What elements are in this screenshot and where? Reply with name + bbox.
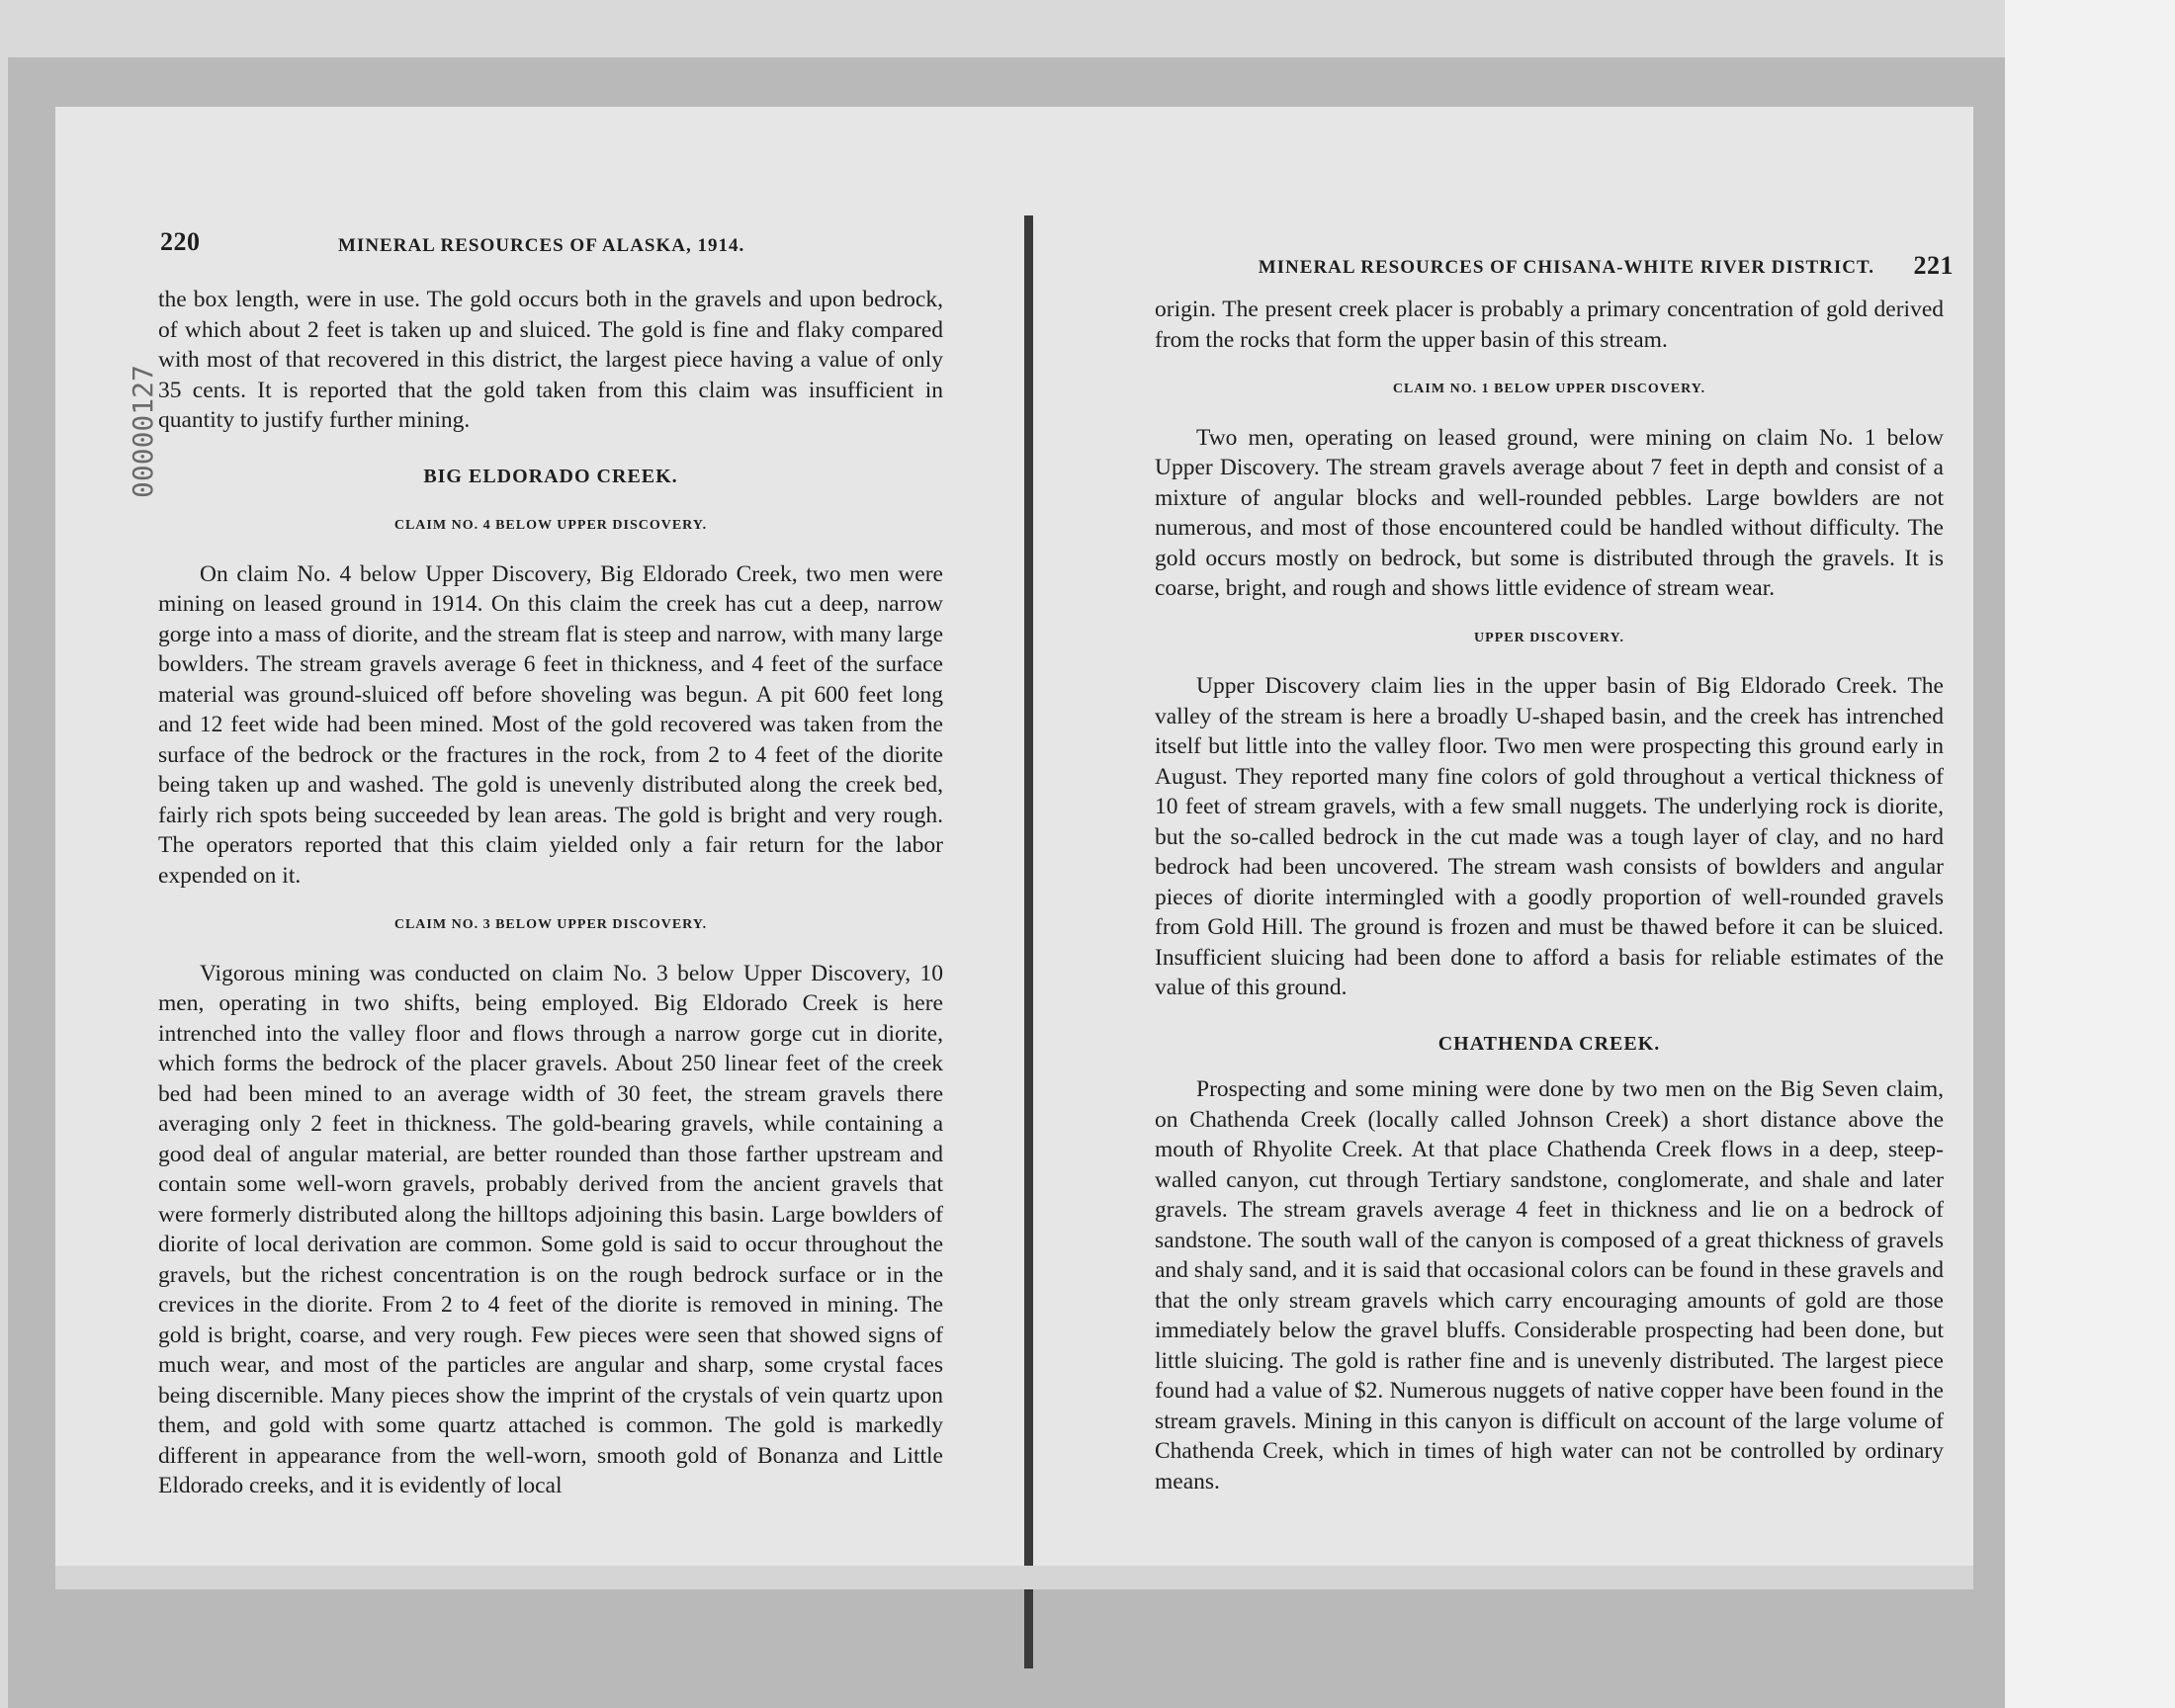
section-heading: BIG ELDORADO CREEK. — [423, 465, 678, 487]
right-page — [1143, 107, 1954, 1589]
left-page — [140, 107, 951, 1589]
right-running-head — [1143, 251, 1954, 291]
subsection-heading: UPPER DISCOVERY. — [1474, 630, 1624, 645]
left-running-head — [140, 227, 951, 267]
subsection-heading: CLAIM NO. 4 BELOW UPPER DISCOVERY. — [393, 518, 708, 533]
subsection-heading: CLAIM NO. 3 BELOW UPPER DISCOVERY. — [393, 917, 708, 932]
section-heading: CHATHENDA CREEK. — [1437, 1032, 1661, 1055]
paragraph: Two men, operating on leased ground, were mining on claim No. 1 below Upper Discovery. The stream gravels average about 7 feet in depth and consist of a mixture of angular blocks and well-rounded pebbles. Large bowlders are not numerous, and most of those encountered could be handled without difficulty. The gold occurs mostly on bedrock, but some is distributed through the gravels. It is coarse, bright, and rough and shows little evidence of stream wear. — [1155, 424, 1944, 601]
page-bottom-edge — [55, 1566, 1973, 1589]
page-number: 221 — [1913, 251, 1954, 280]
page-number: 220 — [160, 227, 201, 256]
subsection-heading: CLAIM NO. 1 BELOW UPPER DISCOVERY. — [1392, 382, 1706, 396]
running-title: MINERAL RESOURCES OF ALASKA, 1914. — [338, 235, 745, 256]
archive-stamp: 00000127 — [127, 365, 159, 498]
book-spread — [55, 107, 1973, 1589]
paragraph: On claim No. 4 below Upper Discovery, Big Eldorado Creek, two men were mining on leased ground in 1914. On this claim the creek has cut a deep, narrow gorge into a mass of diorite, and the stream flat is steep and narrow, with many large bowlders. The stream gravels average 6 feet in thickness, and 4 feet of the surface material was ground-sluiced off before shoveling was begun. A pit 600 feet long and 12 feet wide had been mined. Most of the gold recovered was taken from the surface of the bedrock or the fractures in the rock, from 2 to 4 feet of the diorite being taken up and washed. The gold is unevenly distributed along the creek bed, fairly rich spots being succeeded by lean areas. The gold is bright and very rough. The operators reported that this claim yielded only a fair return for the labor expended on it. — [158, 560, 943, 889]
paragraph: Vigorous mining was conducted on claim No. 3 below Upper Discovery, 10 men, operating in two shifts, being employed. Big Eldorado Creek is here intrenched into the valley floor and flows through a narrow gorge cut in diorite, which forms the bedrock of the placer gravels. About 250 linear feet of the creek bed had been mined to an average width of 30 feet, the stream gravels there averaging only 2 feet in thickness. The gold-bearing gravels, while containing a good deal of angular material, are better rounded than those farther upstream and contain some well-worn gravels, probably derived from the ancient gravels that were formerly distributed along the hilltops adjoining this basin. Large bowlders of diorite of local derivation are common. Some gold is said to occur throughout the gravels, but the richest concentration is on the rough bedrock surface or in the crevices in the diorite. From 2 to 4 feet of the diorite is removed in mining. The gold is bright, coarse, and very rough. Few pieces were seen that showed signs of much wear, and most of the particles are angular and sharp, some crystal faces being discernible. Many pieces show the imprint of the crystals of vein quartz upon them, and gold with some quartz attached is common. The gold is markedly different in appearance from the well-worn, smooth gold of Bonanza and Little Eldorado creeks, and it is evidently of local — [158, 960, 943, 1498]
right-page-text — [1155, 295, 1944, 1496]
paragraph: Prospecting and some mining were done by two men on the Big Seven claim, on Chathenda Creek (locally called Johnson Creek) a short distance above the mouth of Rhyolite Creek. At that place Chathenda Creek flows in a deep, steep-walled canyon, cut through Tertiary sandstone, conglomerate, and shale and later gravels. The stream gravels average 4 feet in thickness and lie on a bedrock of sandstone. The south wall of the canyon is composed of a great thickness of gravels and shaly sand, and it is said that occasional colors can be found in these gravels and that the only stream gravels which carry encouraging amounts of gold are those immediately below the gravel bluffs. Considerable prospecting had been done, but little sluicing. The gold is rather fine and is unevenly distributed. The largest piece found had a value of $2. Numerous nuggets of native copper have been found in the stream gravels. Mining in this canyon is difficult on account of the large volume of Chathenda Creek, which in times of high water can not be controlled by ordinary means. — [1155, 1076, 1944, 1494]
paragraph: the box length, were in use. The gold occurs both in the gravels and upon bedrock, of which about 2 feet is taken up and sluiced. The gold is fine and flaky compared with most of that recovered in this district, the largest piece having a value of only 35 cents. It is reported that the gold taken from this claim was insufficient in quantity to justify further mining. — [158, 287, 943, 433]
book-gutter — [1024, 215, 1033, 1668]
running-title: MINERAL RESOURCES OF CHISANA-WHITE RIVER DISTRICT. — [1258, 257, 1874, 278]
left-page-text — [158, 285, 943, 1501]
paragraph: origin. The present creek placer is probably a primary concentration of gold derived from the rocks that form the upper basin of this stream. — [1155, 297, 1944, 353]
paragraph: Upper Discovery claim lies in the upper basin of Big Eldorado Creek. The valley of the stream is here a broadly U-shaped basin, and the creek has intrenched itself but little into the valley floor. Two men were prospecting this ground early in August. They reported many fine colors of gold throughout a vertical thickness of 10 feet of stream gravels, with a few small nuggets. The underlying rock is diorite, but the so-called bedrock in the cut made was a tough layer of clay, and no hard bedrock had been uncovered. The stream wash consists of bowlders and angular pieces of diorite intermingled with a goodly proportion of well-rounded gravels from Gold Hill. The ground is frozen and must be thawed before it can be sluiced. Insufficient sluicing had been done to afford a basis for reliable estimates of the value of this ground. — [1155, 673, 1944, 1000]
scanner-margin — [2005, 0, 2175, 1708]
